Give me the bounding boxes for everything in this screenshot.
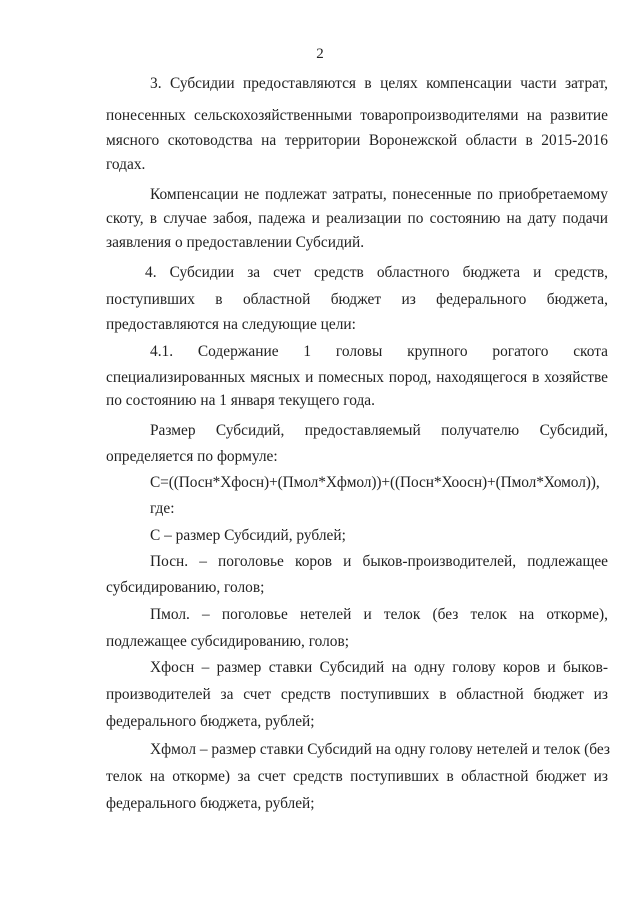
definition-hfosn-line-2: производителей за счет средств поступивших в областной бюджет из xyxy=(106,686,608,703)
paragraph-3-line-3: мясного скотоводства на территории Воронежской области в 2015-2016 xyxy=(106,132,608,149)
paragraph-4-line-2: поступивших в областной бюджет из федерального бюджета, xyxy=(106,291,608,308)
definition-hfosn-line-1: Хфосн – размер ставки Субсидий на одну голову коров и быков- xyxy=(150,659,608,676)
definition-pmol-line-2: подлежащее субсидированию, голов; xyxy=(106,633,350,650)
definition-c: С – размер Субсидий, рублей; xyxy=(150,527,346,544)
compensation-line-2: скоту, в случае забоя, падежа и реализации по состоянию на дату подачи xyxy=(106,210,608,227)
paragraph-4-1-line-2: специализированных мясных и помесных пород, находящегося в хозяйстве xyxy=(106,369,608,386)
formula-where: где: xyxy=(150,500,175,517)
subsidy-size-line-1: Размер Субсидий, предоставляемый получателю Субсидий, xyxy=(150,422,608,439)
subsidy-size-line-2: определяется по формуле: xyxy=(106,448,278,465)
definition-hfosn-line-3: федерального бюджета, рублей; xyxy=(106,713,315,730)
definition-posn-line-1: Посн. – поголовье коров и быков-производителей, подлежащее xyxy=(150,553,608,570)
definition-hfmol-line-2: телок на откорме) за счет средств поступивших в областной бюджет из xyxy=(106,768,608,785)
paragraph-4-1-line-3: по состоянию на 1 января текущего года. xyxy=(106,392,375,409)
compensation-line-3: заявления о предоставлении Субсидий. xyxy=(106,234,365,251)
paragraph-4-line-1: 4. Субсидии за счет средств областного бюджета и средств, xyxy=(145,264,608,281)
compensation-line-1: Компенсации не подлежат затраты, понесенные по приобретаемому xyxy=(150,186,608,203)
definition-posn-line-2: субсидированию, голов; xyxy=(106,579,265,596)
definition-hfmol-line-1: Хфмол – размер ставки Субсидий на одну голову нетелей и телок (без xyxy=(150,741,610,758)
subsidy-formula: С=((Посн*Хфосн)+(Пмол*Хфмол))+((Посн*Хоосн)+(Пмол*Хомол)), xyxy=(150,474,600,491)
paragraph-3-line-4: годах. xyxy=(106,156,146,173)
definition-hfmol-line-3: федерального бюджета, рублей; xyxy=(106,795,315,812)
paragraph-3-line-1: 3. Субсидии предоставляются в целях компенсации части затрат, xyxy=(150,75,608,92)
page-number: 2 xyxy=(316,46,324,62)
paragraph-3-line-2: понесенных сельскохозяйственными товаропроизводителями на развитие xyxy=(106,107,608,124)
paragraph-4-1-line-1: 4.1. Содержание 1 головы крупного рогатого скота xyxy=(150,343,608,360)
definition-pmol-line-1: Пмол. – поголовье нетелей и телок (без телок на откорме), xyxy=(150,606,608,623)
paragraph-4-line-3: предоставляются на следующие цели: xyxy=(106,316,356,333)
